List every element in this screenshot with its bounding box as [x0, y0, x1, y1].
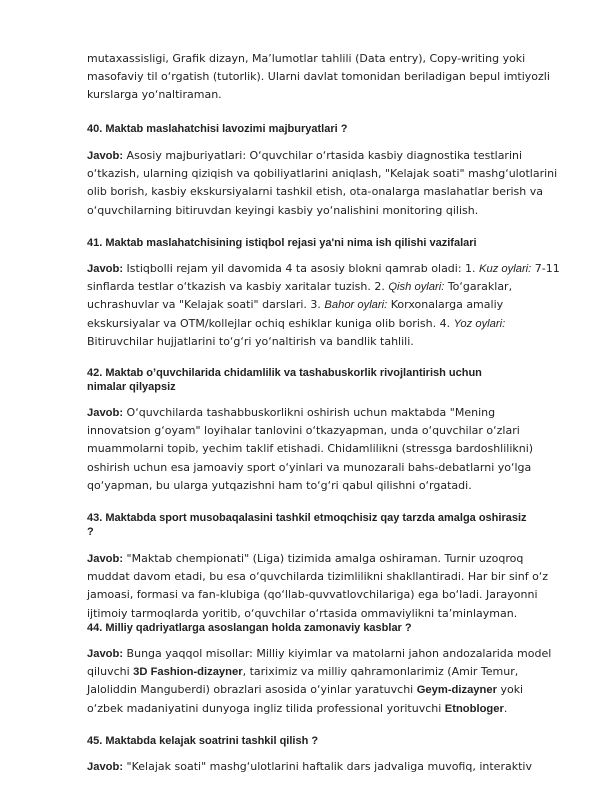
text-line: Bunga yaqqol misollar: Milliy kiyimlar va matolarni jahon andozalarida model	[123, 647, 552, 660]
text-segment: qiluvchi	[87, 665, 134, 679]
answer-label: Javob:	[87, 761, 124, 773]
emphasis-term: Kuz oylari:	[479, 263, 532, 275]
text-line: Asosiy majburiyatlari: O‘quvchilar o‘rtasida kasbiy diagnostika testlarini	[123, 149, 523, 162]
emphasis-term: Yoz oylari:	[453, 317, 506, 330]
text-segment: yoki	[496, 683, 524, 697]
text-line: oshirish uchun esa jamoaviy sport o‘yinlari va munozarali bahs-debatlarni yo‘lga	[87, 460, 532, 474]
text-line: o‘quvchilarning bitiruvdan keyingi kasbiy yo‘nalishini monitoring qilish.	[87, 203, 479, 217]
text-segment: 7-11	[531, 262, 560, 275]
text-segment: o‘zbek madaniyatini dunyoga ingliz tilida professional yorituvchi	[87, 701, 445, 715]
highlight-term: Etnobloger	[444, 702, 504, 715]
text-line: qo‘yapman, bu ularga yutqazishni ham to‘g‘ri qabul qilishni o‘rgatadi.	[87, 478, 472, 492]
text-line: ijtimoiy tarmoqlarda yoritib, o‘quvchilar o‘rtasida ommaviylikni ta’minlayman.	[87, 606, 518, 620]
text-line: mutaxassisligi, Grafik dizayn, Ma’lumotlar tahlili (Data entry), Copy-writing yoki	[87, 52, 526, 65]
emphasis-term: Bahor oylari:	[324, 299, 388, 312]
answer-44	[87, 645, 551, 718]
text-segment: Korxonalarga amaliy	[387, 298, 504, 312]
highlight-term: 3D Fashion-dizayner	[133, 666, 243, 679]
text-segment: To‘garaklar,	[444, 280, 513, 294]
answer-43	[87, 550, 548, 623]
text-line: o‘tkazish, ularning qiziqish va qobiliyatlarini aniqlash, "Kelajak soati" mashg‘ulotlarini	[87, 167, 558, 181]
answer-label: Javob:	[87, 553, 124, 565]
text-line: kurslarga yo‘naltiraman.	[87, 88, 222, 102]
text-segment: uchrashuvlar va "Kelajak soati" darslari. 3.	[87, 298, 325, 312]
question-42	[87, 366, 482, 394]
question-line: ?	[87, 526, 94, 538]
text-line: olib borish, kasbiy ekskursiyalarni tashkil etish, ota-onalarga maslahatlar berish va	[87, 185, 544, 199]
text-segment: Istiqbolli rejam yil davomida 4 ta asosiy blokni qamrab oladi: 1.	[123, 262, 480, 275]
text-segment: ekskursiyalar va OTM/kollejlar ochiq eshiklar kuniga olib borish. 4.	[87, 316, 454, 330]
text-line: muddat davom etadi, bu esa o‘quvchilarda tizimlilikni shakllantiradi. Har bir sinf o‘z	[87, 570, 549, 584]
text-segment: .	[503, 701, 508, 715]
highlight-term: Geym-dizayner	[416, 684, 497, 697]
answer-label: Javob:	[87, 407, 124, 419]
question-line: 42. Maktab o’quvchilarida chidamlilik va tashabuskorlik rivojlantirish uchun	[87, 367, 482, 379]
question-line: 43. Maktabda sport musobaqalasini tashkil etmoqchisiz qay tarzda amalga oshirasiz	[87, 512, 527, 524]
question-43	[87, 511, 527, 539]
text-segment: Jaloliddin Manguberdi) obrazlari asosida o‘yinlar yaratuvchi	[87, 683, 417, 697]
answer-41	[87, 260, 560, 351]
text-line: "Maktab chempionati" (Liga) tizimida amalga oshiraman. Turnir uzoqroq	[123, 552, 524, 565]
text-line: innovatsion g‘oyam" loyihalar tanlovini o‘tkazyapman, unda o‘quvchilar o‘zlari	[87, 424, 520, 438]
text-segment: sinflarda testlar o‘tkazish va kasbiy xaritalar tuzish. 2.	[87, 280, 389, 294]
text-segment: , tariximiz va milliy qahramonlarimiz (Amir Temur,	[242, 665, 519, 679]
text-line: "Kelajak soati" mashg‘ulotlarini haftalik dars jadvaliga muvofiq, interaktiv	[123, 760, 532, 773]
answer-42	[87, 404, 533, 495]
intro-paragraph	[87, 50, 550, 105]
question-44: 44. Milliy qadriyatlarga asoslangan holda zamonaviy kasblar ?	[87, 622, 412, 634]
question-line: nimalar qilyapsiz	[87, 381, 176, 393]
text-line: jamoasi, formasi va fan-klubiga (qo‘llab-quvvatlovchilariga) ega bo‘ladi. Jarayonni	[87, 588, 538, 602]
question-45: 45. Maktabda kelajak soatrini tashkil qilish ?	[87, 735, 319, 747]
emphasis-term: Qish oylari:	[388, 281, 445, 294]
text-line: Bitiruvchilar hujjatlarini to‘g‘ri yo‘naltirish va bandlik tahlili.	[87, 334, 414, 348]
question-40: 40. Maktab maslahatchisi lavozimi majburyatlari ?	[87, 123, 348, 135]
text-line: muammolarni topib, yechim taklif etishadi. Chidamlilikni (stressga bardoshlilikni)	[87, 442, 534, 456]
answer-45	[87, 758, 532, 776]
text-line: masofaviy til o‘rgatish (tutorlik). Ularni davlat tomonidan beriladigan bepul imtiyozli	[87, 70, 550, 84]
answer-label: Javob:	[87, 150, 124, 162]
question-41: 41. Maktab maslahatchisining istiqbol rejasi ya'ni nima ish qilishi vazifalari	[87, 237, 477, 249]
answer-label: Javob:	[87, 263, 124, 275]
answer-40	[87, 147, 557, 220]
answer-label: Javob:	[87, 648, 124, 660]
text-line: O‘quvchilarda tashabbuskorlikni oshirish uchun maktabda "Mening	[123, 406, 496, 419]
